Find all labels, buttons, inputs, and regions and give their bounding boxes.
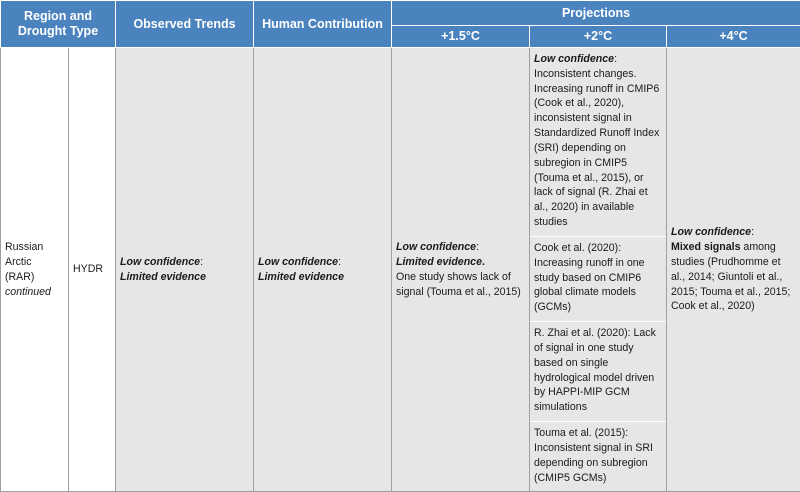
header-plus-1-5: +1.5°C xyxy=(392,26,530,48)
projection-2-block: R. Zhai et al. (2020): Lack of signal in one study based on single hydrological model driven by HAPPI-MIP GCM simulations xyxy=(530,322,666,422)
observed-trends-cell: Low confidence: Limited evidence xyxy=(116,48,254,492)
continued-label: continued xyxy=(5,285,64,300)
region-code: (RAR) xyxy=(5,270,64,285)
projection-2-block: Low confidence: Inconsistent changes. Increasing runoff in CMIP6 (Cook et al., 2020), inconsistent signal in Standardized Runoff Index (SRI) depending on subregion in CMIP5 (Touma et al., 2015), or lack of signal (R. Zhai et al., 2020) in available studies xyxy=(530,48,666,237)
header-human-contribution: Human Contribution xyxy=(254,1,392,48)
header-plus-2: +2°C xyxy=(530,26,667,48)
confidence-label: Low confidence xyxy=(258,256,338,268)
header-observed-trends: Observed Trends xyxy=(116,1,254,48)
confidence-label: Low confidence xyxy=(120,256,200,268)
projection-2-block: Touma et al. (2015): Inconsistent signal in SRI depending on subregion (CMIP5 GCMs) xyxy=(530,422,666,491)
region-name-line: Russian xyxy=(5,240,64,255)
evidence-label: Limited evidence xyxy=(258,271,344,283)
region-name-line: Arctic xyxy=(5,255,64,270)
drought-type-cell: HYDR xyxy=(69,48,116,492)
evidence-label: Limited evidence xyxy=(396,256,482,268)
table-row xyxy=(1,48,800,492)
mixed-signals-label: Mixed signals xyxy=(671,241,740,253)
header-plus-4: +4°C xyxy=(667,26,800,48)
projection-4-cell: Low confidence: Mixed signals among studies (Prudhomme et al., 2014; Giuntoli et al., 2015; Touma et al., 2015; Cook et al., 2020) xyxy=(667,48,800,492)
projection-text: among studies (Prudhomme et al., 2014; Giuntoli et al., 2015; Touma et al., 2015; Cook et al., 2020) xyxy=(671,241,790,312)
confidence-label: Low confidence xyxy=(671,226,751,238)
projection-text: One study shows lack of signal (Touma et al., 2015) xyxy=(396,271,521,298)
region-cell xyxy=(1,48,69,492)
evidence-label: Limited evidence xyxy=(120,271,206,283)
confidence-label: Low confidence xyxy=(534,53,614,65)
projection-1-5-cell: Low confidence: Limited evidence. One study shows lack of signal (Touma et al., 2015) xyxy=(392,48,530,492)
header-region-drought-type: Region and Drought Type xyxy=(1,1,116,48)
projection-2-cell xyxy=(530,48,667,492)
human-contribution-cell: Low confidence: Limited evidence xyxy=(254,48,392,492)
header-projections: Projections xyxy=(392,1,800,26)
projection-text: Inconsistent changes. Increasing runoff in CMIP6 (Cook et al., 2020), inconsistent signal in Standardized Runoff Index (SRI) depending on subregion in CMIP5 (Touma et al., 2015), or lack of signal (R. Zhai et al., 2020) in available studies xyxy=(534,68,659,228)
projection-2-block: Cook et al. (2020): Increasing runoff in one study based on CMIP6 global climate models (GCMs) xyxy=(530,237,666,322)
confidence-label: Low confidence xyxy=(396,241,476,253)
